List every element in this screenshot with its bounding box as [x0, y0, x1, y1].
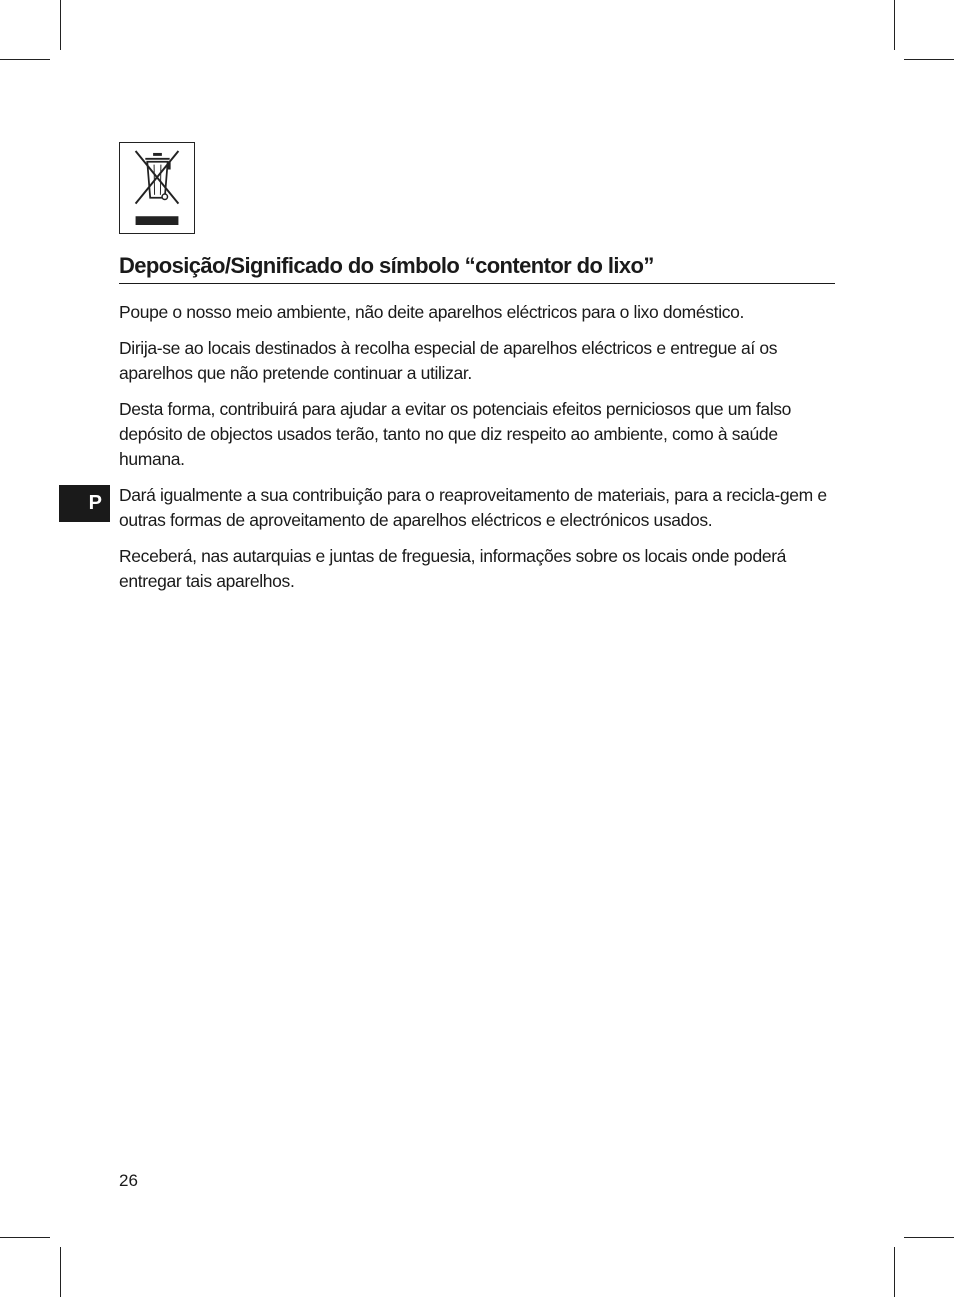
- crop-mark: [894, 1247, 895, 1297]
- crossed-out-wheelie-bin-icon: [120, 143, 194, 233]
- crop-mark: [904, 1237, 954, 1238]
- paragraph: Poupe o nosso meio ambiente, não deite aparelhos eléctricos para o lixo doméstico.: [119, 302, 745, 322]
- paragraph: Dará igualmente a sua contribuição para o reaproveitamento de materiais, para a recicla-gem e outras formas de aproveitamento de aparelhos eléctricos e electrónicos usados.: [119, 485, 827, 530]
- crop-mark: [894, 0, 895, 50]
- crop-mark: [60, 0, 61, 50]
- crop-mark: [60, 1247, 61, 1297]
- section-heading: Deposição/Significado do símbolo “contentor do lixo”: [119, 252, 835, 284]
- crop-mark: [0, 59, 50, 60]
- paragraph: Dirija-se ao locais destinados à recolha especial de aparelhos eléctricos e entregue aí os aparelhos que não pretende continuar a utilizar.: [119, 338, 778, 383]
- crop-mark: [904, 59, 954, 60]
- weee-symbol: [119, 142, 195, 234]
- paragraph: Receberá, nas autarquias e juntas de freguesia, informações sobre os locais onde poderá entregar tais aparelhos.: [119, 546, 787, 591]
- body-text: [119, 300, 831, 605]
- language-tab: P: [59, 485, 110, 522]
- paragraph: Desta forma, contribuirá para ajudar a evitar os potenciais efeitos perniciosos que um falso depósito de objectos usados terão, tanto no que diz respeito ao ambiente, como à saúde humana.: [119, 399, 792, 469]
- page-number: 26: [119, 1171, 138, 1190]
- crop-mark: [0, 1237, 50, 1238]
